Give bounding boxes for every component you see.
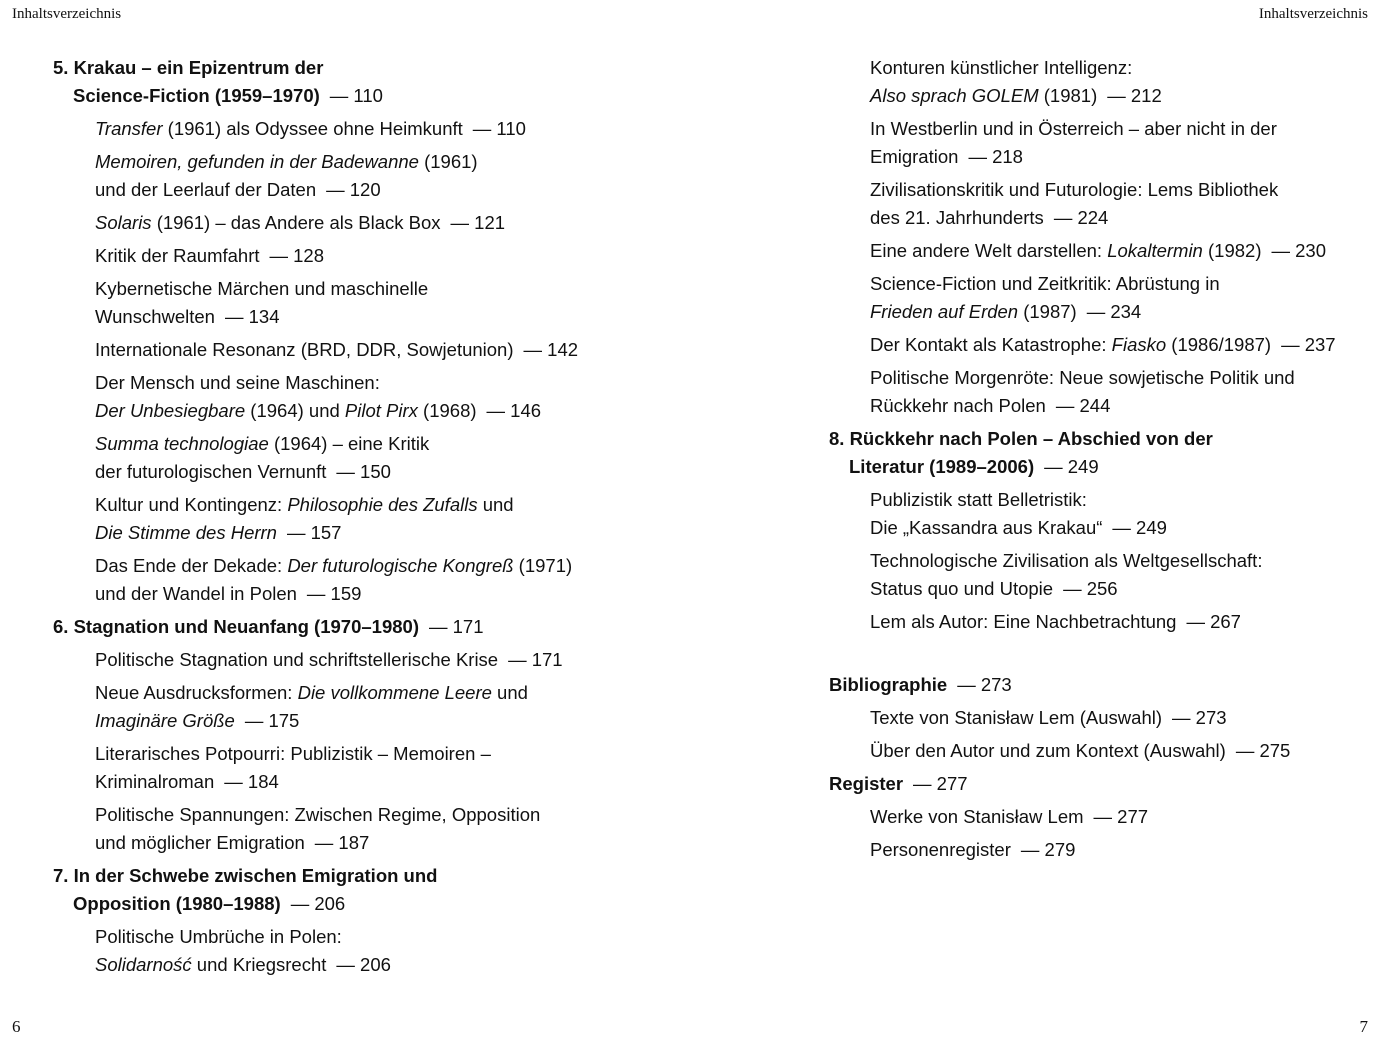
toc-entry[interactable]: [53, 148, 613, 204]
chapter-title-line: 8. Rückkehr nach Polen – Abschied von der: [829, 428, 1213, 449]
section-title: Bibliographie: [829, 674, 948, 695]
chapter-title-line: Science-Fiction (1959–1970): [73, 85, 320, 106]
entry-text: Der Mensch und seine Maschinen:: [95, 372, 380, 393]
work-title: Philosophie des Zufalls: [287, 494, 478, 515]
toc-entry[interactable]: [829, 803, 1389, 831]
page-number: — 171: [508, 649, 563, 670]
toc-left: [53, 54, 613, 984]
work-title: Solidarność: [95, 954, 192, 975]
toc-entry[interactable]: [53, 209, 613, 237]
page-number-left: 6: [12, 1017, 21, 1036]
page-number: — 249: [1044, 456, 1099, 477]
page-number: — 277: [1093, 806, 1149, 827]
toc-entry[interactable]: [53, 552, 613, 608]
work-title: Memoiren, gefunden in der Badewanne: [95, 151, 419, 172]
entry-text: und: [477, 494, 514, 515]
work-title: Also sprach GOLEM: [870, 85, 1039, 106]
work-title: Fiasko: [1111, 334, 1167, 355]
entry-text: Kriminalroman: [95, 771, 215, 792]
entry-text: Politische Umbrüche in Polen:: [95, 926, 342, 947]
entry-text: Lem als Autor: Eine Nachbetrachtung: [870, 611, 1177, 632]
entry-text: Eine andere Welt darstellen:: [870, 240, 1108, 261]
entry-text: Technologische Zivilisation als Weltgesellschaft:: [870, 550, 1263, 571]
entry-text: Konturen künstlicher Intelligenz:: [870, 57, 1133, 78]
toc-entry[interactable]: [829, 486, 1389, 542]
page-number: — 273: [1172, 707, 1227, 728]
work-title: Frieden auf Erden: [870, 301, 1019, 322]
toc-register[interactable]: [829, 770, 1389, 798]
toc-entry[interactable]: [829, 115, 1389, 171]
toc-bibliography[interactable]: [829, 671, 1389, 699]
page-number: — 159: [306, 583, 362, 604]
toc-chapter-7[interactable]: [53, 862, 613, 918]
page-number: — 175: [244, 710, 300, 731]
page-number: — 275: [1235, 740, 1291, 761]
work-title: Transfer: [95, 118, 163, 139]
toc-entry[interactable]: [829, 547, 1389, 603]
toc-entry[interactable]: [829, 237, 1389, 265]
toc-entry[interactable]: [829, 176, 1389, 232]
page-number: — 277: [913, 773, 968, 794]
entry-text: Personenregister: [870, 839, 1011, 860]
entry-text: (1981): [1038, 85, 1098, 106]
toc-entry[interactable]: [53, 275, 613, 331]
page-number: — 206: [336, 954, 391, 975]
page-number: — 187: [314, 832, 370, 853]
work-title: Die vollkommene Leere: [297, 682, 492, 703]
toc-right: [829, 54, 1389, 869]
chapter-title-line: 7. In der Schwebe zwischen Emigration und: [53, 865, 438, 886]
entry-text: und Kriegsrecht: [191, 954, 327, 975]
toc-entry[interactable]: [53, 369, 613, 425]
entry-text: (1982): [1202, 240, 1262, 261]
chapter-title-line: Literatur (1989–2006): [849, 456, 1035, 477]
toc-chapter-5[interactable]: [53, 54, 613, 110]
entry-text: Kultur und Kontingenz:: [95, 494, 288, 515]
section-title: Register: [829, 773, 904, 794]
entry-text: Rückkehr nach Polen: [870, 395, 1046, 416]
page-number: — 273: [957, 674, 1012, 695]
entry-text: (1961) – das Andere als Black Box: [151, 212, 441, 233]
entry-text: (1961) als Odyssee ohne Heimkunft: [162, 118, 463, 139]
entry-text: Das Ende der Dekade:: [95, 555, 288, 576]
entry-text: und der Wandel in Polen: [95, 583, 297, 604]
page-number: — 224: [1053, 207, 1109, 228]
entry-text: Emigration: [870, 146, 959, 167]
page-number: — 230: [1271, 240, 1326, 261]
work-title: Summa technologiae: [95, 433, 269, 454]
entry-text: Science-Fiction und Zeitkritik: Abrüstung in: [870, 273, 1220, 294]
page-number: — 184: [224, 771, 279, 792]
entry-text: Zivilisationskritik und Futurologie: Lems Bibliothek: [870, 179, 1279, 200]
entry-text: (1971): [513, 555, 573, 576]
entry-text: des 21. Jahrhunderts: [870, 207, 1044, 228]
toc-entry[interactable]: [829, 836, 1389, 864]
entry-text: und der Leerlauf der Daten: [95, 179, 317, 200]
toc-entry[interactable]: [829, 737, 1389, 765]
toc-entry[interactable]: [53, 679, 613, 735]
toc-entry[interactable]: [53, 923, 613, 979]
work-title: Der futurologische Kongreß: [287, 555, 514, 576]
toc-entry[interactable]: [829, 54, 1389, 110]
toc-entry[interactable]: [53, 740, 613, 796]
entry-text: (1987): [1018, 301, 1077, 322]
entry-text: Internationale Resonanz (BRD, DDR, Sowjetunion): [95, 339, 514, 360]
entry-text: Neue Ausdrucksformen:: [95, 682, 298, 703]
page-number: — 110: [472, 118, 526, 139]
entry-text: Wunschwelten: [95, 306, 215, 327]
page-number: — 171: [428, 616, 484, 637]
page-number: — 150: [336, 461, 391, 482]
entry-text: und: [491, 682, 528, 703]
entry-text: Politische Morgenröte: Neue sowjetische Politik und: [870, 367, 1295, 388]
work-title: Lokaltermin: [1107, 240, 1203, 261]
entry-text: Literarisches Potpourri: Publizistik – Memoiren –: [95, 743, 491, 764]
chapter-title-line: Opposition (1980–1988): [73, 893, 281, 914]
entry-text: (1968): [417, 400, 477, 421]
toc-chapter-8[interactable]: [829, 425, 1389, 481]
entry-text: (1964) und: [245, 400, 345, 421]
work-title: Imaginäre Größe: [95, 710, 235, 731]
entry-text: Die „Kassandra aus Krakau“: [870, 517, 1103, 538]
entry-text: Kybernetische Märchen und maschinelle: [95, 278, 429, 299]
page-number: — 157: [286, 522, 342, 543]
page-number: — 234: [1086, 301, 1142, 322]
work-title: Die Stimme des Herrn: [95, 522, 277, 543]
toc-entry[interactable]: [829, 608, 1389, 636]
section-gap: [829, 641, 1389, 671]
entry-text: (1964) – eine Kritik: [268, 433, 430, 454]
entry-text: Werke von Stanisław Lem: [870, 806, 1084, 827]
page-number: — 134: [224, 306, 280, 327]
toc-entry[interactable]: [53, 336, 613, 364]
entry-text: In Westberlin und in Österreich – aber nicht in der: [870, 118, 1277, 139]
page-number: — 206: [290, 893, 346, 914]
entry-text: Der Kontakt als Katastrophe:: [870, 334, 1112, 355]
toc-entry[interactable]: [829, 364, 1389, 420]
entry-text: Status quo und Utopie: [870, 578, 1054, 599]
toc-entry[interactable]: [53, 801, 613, 857]
page-number: — 121: [450, 212, 506, 233]
work-title: Pilot Pirx: [344, 400, 418, 421]
page-number: — 120: [326, 179, 381, 200]
entry-text: (1961): [418, 151, 478, 172]
chapter-title-line: 6. Stagnation und Neuanfang (1970–1980): [53, 616, 419, 637]
toc-entry[interactable]: [829, 704, 1389, 732]
entry-text: Texte von Stanisław Lem (Auswahl): [870, 707, 1163, 728]
page-number: — 249: [1112, 517, 1167, 538]
page-number: — 256: [1063, 578, 1118, 599]
page-number: — 218: [968, 146, 1023, 167]
entry-text: Publizistik statt Belletristik:: [870, 489, 1087, 510]
page-number: — 146: [486, 400, 542, 421]
toc-entry[interactable]: [53, 430, 613, 486]
page-number: — 212: [1107, 85, 1162, 106]
entry-text: Kritik der Raumfahrt: [95, 245, 260, 266]
toc-entry[interactable]: [53, 491, 613, 547]
entry-text: (1986/1987): [1166, 334, 1272, 355]
right-page: [700, 0, 1400, 1045]
work-title: Solaris: [95, 212, 152, 233]
entry-text: Politische Spannungen: Zwischen Regime, Opposition: [95, 804, 541, 825]
page-number: — 110: [329, 85, 383, 106]
page-number: — 267: [1186, 611, 1241, 632]
page-number: — 279: [1020, 839, 1076, 860]
page-number-right: 7: [1359, 1017, 1368, 1036]
toc-entry[interactable]: [829, 270, 1389, 326]
page-number: — 237: [1281, 334, 1336, 355]
toc-chapter-6[interactable]: [53, 613, 613, 641]
work-title: Der Unbesiegbare: [95, 400, 246, 421]
page-number: — 128: [269, 245, 325, 266]
entry-text: Politische Stagnation und schriftstellerische Krise: [95, 649, 499, 670]
page-number: — 244: [1055, 395, 1111, 416]
running-head-right: Inhaltsverzeichnis: [1258, 6, 1368, 22]
chapter-title-line: 5. Krakau – ein Epizentrum der: [53, 57, 324, 78]
page-number: — 142: [523, 339, 579, 360]
entry-text: und möglicher Emigration: [95, 832, 305, 853]
toc-entry[interactable]: [829, 331, 1389, 359]
toc-entry[interactable]: [53, 242, 613, 270]
running-head-left: Inhaltsverzeichnis: [12, 6, 122, 22]
entry-text: der futurologischen Vernunft: [95, 461, 327, 482]
toc-entry[interactable]: [53, 646, 613, 674]
entry-text: Über den Autor und zum Kontext (Auswahl): [870, 740, 1226, 761]
toc-entry[interactable]: [53, 115, 613, 143]
